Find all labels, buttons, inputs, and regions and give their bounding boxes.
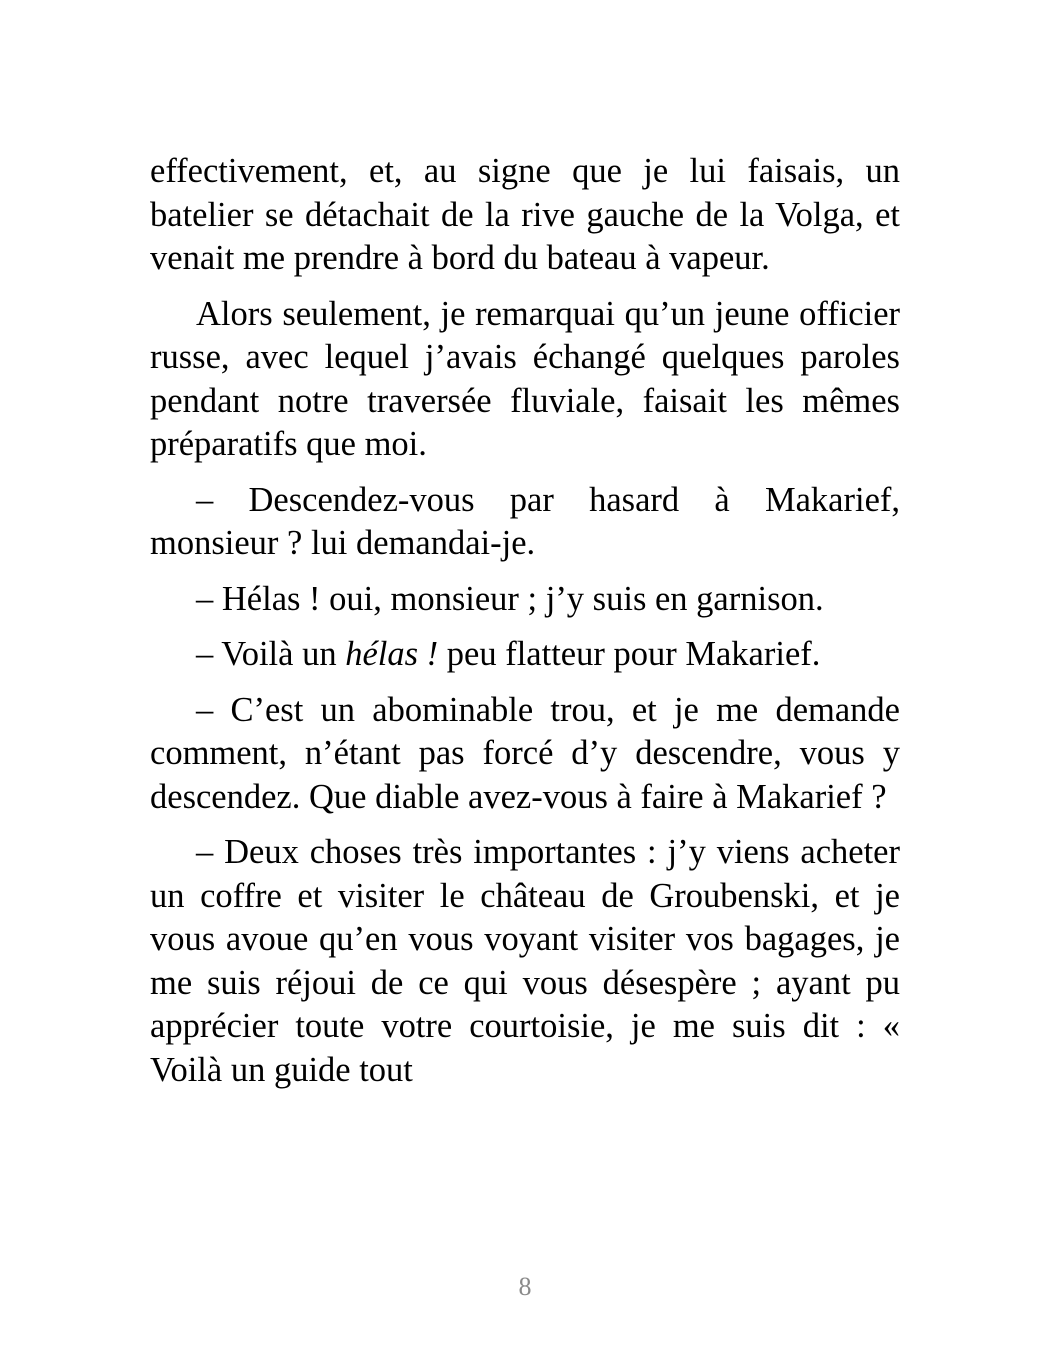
paragraph-1: effectivement, et, au signe que je lui faisais, un batelier se détachait de la rive gauche de la Volga, et venait me prendre à bord du bateau à vapeur. xyxy=(150,152,900,277)
paragraph-4: – Hélas ! oui, monsieur ; j’y suis en garnison. xyxy=(196,579,824,618)
paragraph-5-after: peu flatteur pour Makarief. xyxy=(438,635,821,673)
paragraph-3: – Descendez-vous par hasard à Makarief, monsieur ? lui demandai-je. xyxy=(150,480,900,562)
paragraph-2: Alors seulement, je remarquai qu’un jeune officier russe, avec lequel j’avais échangé quelques paroles pendant notre traversée fluviale, faisait les mêmes préparatifs que moi. xyxy=(150,294,900,463)
paragraph-6: – C’est un abominable trou, et je me demande comment, n’étant pas forcé d’y descendre, vous y descendez. Que diable avez-vous à faire à Makarief ? xyxy=(150,690,900,816)
page-number: 8 xyxy=(518,1272,532,1301)
paragraph-5 xyxy=(150,633,900,677)
paragraph-5-italic: hélas ! xyxy=(345,635,439,673)
paragraph-7: – Deux choses très importantes : j’y viens acheter un coffre et visiter le château de Groubenski, et je vous avoue qu’en vous voyant visiter vos bagages, je me suis réjoui de ce qui vous désespère ; ayant pu apprécier toute votre courtoisie, je me suis dit : « Voilà un guide tout xyxy=(150,833,900,1089)
page-body xyxy=(150,150,900,1104)
paragraph-5-before: – Voilà un xyxy=(196,635,346,673)
